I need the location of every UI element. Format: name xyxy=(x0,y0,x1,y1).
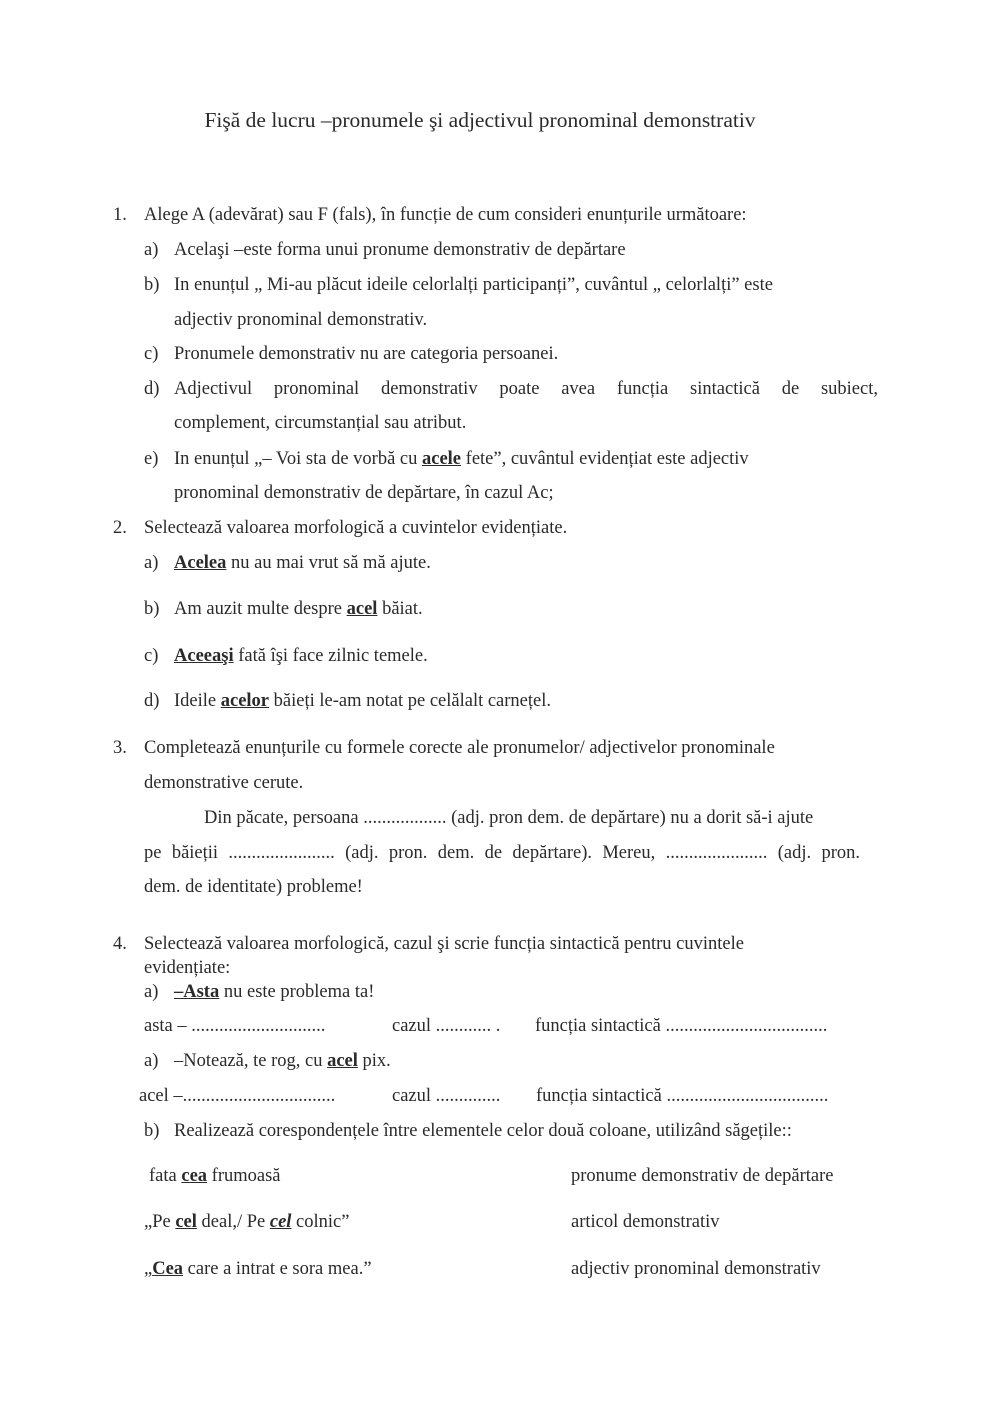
q1a-letter: a) xyxy=(144,240,159,260)
q1d-letter: d) xyxy=(144,379,160,399)
q1c-text: Pronumele demonstrativ nu are categoria persoanei. xyxy=(174,344,559,364)
q4-row1-function: funcția sintactică ................................... xyxy=(535,1016,828,1036)
match-left-2-post: colnic” xyxy=(291,1212,350,1232)
match-left-2-highlight-2: cel xyxy=(269,1212,292,1232)
q2b-post: băiat. xyxy=(377,599,423,619)
q2c-highlight: Aceeaşi xyxy=(174,646,234,666)
match-left-1-highlight: cea xyxy=(181,1166,208,1186)
match-right-1: pronume demonstrativ de depărtare xyxy=(571,1166,834,1186)
q1e-line2: pronominal demonstrativ de depărtare, în cazul Ac; xyxy=(174,483,554,503)
match-left-1-pre: fata xyxy=(149,1166,182,1186)
q3-line4: pe băieții ....................... (adj. pron. dem. de depărtare). Mereu, ...................... (adj. pron. xyxy=(144,843,860,863)
q1a-text: Acelaşi –este forma unui pronume demonstrativ de depărtare xyxy=(174,240,626,260)
q1d-line1: Adjectivul pronominal demonstrativ poate avea funcția sintactică de subiect, xyxy=(174,379,878,399)
q1b-line2: adjectiv pronominal demonstrativ. xyxy=(174,310,428,330)
q1d-line2: complement, circumstanțial sau atribut. xyxy=(174,413,467,433)
match-left-2-mid: deal,/ Pe xyxy=(196,1212,270,1232)
q4a2-text xyxy=(174,1051,391,1072)
q1e-line1 xyxy=(174,449,749,470)
q4a2-post: pix. xyxy=(357,1051,391,1071)
q1b-line1: In enunțul „ Mi-au plăcut ideile celorlalți participanți”, cuvântul „ celorlalți” este xyxy=(174,275,773,295)
q4-row1-case: cazul ............ . xyxy=(392,1016,501,1036)
q1b-letter: b) xyxy=(144,275,160,295)
q2d-text xyxy=(174,691,551,712)
match-left-3-post: care a intrat e sora mea.” xyxy=(183,1259,372,1279)
q4a2-pre: –Notează, te rog, cu xyxy=(174,1051,328,1071)
match-right-3: adjectiv pronominal demonstrativ xyxy=(571,1259,821,1279)
match-left-3-pre: „ xyxy=(144,1259,153,1279)
q1e-pre: In enunțul „– Voi sta de vorbă cu xyxy=(174,449,422,469)
q2c-post: fată îşi face zilnic temele. xyxy=(233,646,428,666)
q4-line2: evidențiate: xyxy=(144,958,231,978)
q1e-highlight: acele xyxy=(422,449,462,469)
q4-row2-word: acel –................................. xyxy=(139,1086,336,1106)
q2d-post: băieți le-am notat pe celălalt carnețel. xyxy=(269,691,552,711)
q4-row1-word: asta – ............................. xyxy=(144,1016,326,1036)
q4-number: 4. xyxy=(113,934,127,954)
q4-row2-function: funcția sintactică ................................... xyxy=(536,1086,829,1106)
match-left-3-highlight: Cea xyxy=(152,1259,184,1279)
q2-number: 2. xyxy=(113,518,127,538)
q2-text: Selectează valoarea morfologică a cuvintelor evidențiate. xyxy=(144,518,568,538)
match-right-2: articol demonstrativ xyxy=(571,1212,720,1232)
q2d-highlight: acelor xyxy=(220,691,270,711)
q4b-text: Realizează corespondențele între elementele celor două coloane, utilizând săgețile:: xyxy=(174,1121,792,1141)
q2b-highlight: acel xyxy=(346,599,378,619)
q2d-letter: d) xyxy=(144,691,160,711)
match-left-2-pre: „Pe xyxy=(144,1212,176,1232)
q1-text: Alege A (adevărat) sau F (fals), în funcție de cum consideri enunțurile următoare: xyxy=(144,205,747,225)
match-left-1-post: frumoasă xyxy=(207,1166,281,1186)
q4-line1: Selectează valoarea morfologică, cazul şi scrie funcția sintactică pentru cuvintele xyxy=(144,934,744,954)
q2c-letter: c) xyxy=(144,646,159,666)
q3-number: 3. xyxy=(113,738,127,758)
q2b-letter: b) xyxy=(144,599,160,619)
match-left-2-highlight: cel xyxy=(175,1212,197,1232)
q3-line3: Din păcate, persoana .................. (adj. pron dem. de depărtare) nu a dorit să-i ajute xyxy=(204,808,814,828)
q4a1-highlight: –Asta xyxy=(174,982,220,1002)
q2a-post: nu au mai vrut să mă ajute. xyxy=(226,553,431,573)
q4a2-highlight: acel xyxy=(327,1051,358,1071)
q3-line2: demonstrative cerute. xyxy=(144,773,304,793)
q2b-text xyxy=(174,599,423,620)
q1-number: 1. xyxy=(113,205,127,225)
q4a2-letter: a) xyxy=(144,1051,159,1071)
q2c-text xyxy=(174,646,428,667)
q4-row2-case: cazul .............. xyxy=(392,1086,501,1106)
match-left-1 xyxy=(149,1166,281,1187)
q1c-letter: c) xyxy=(144,344,159,364)
match-left-3 xyxy=(144,1259,372,1280)
q4b-letter: b) xyxy=(144,1121,160,1141)
q1e-post: fete”, cuvântul evidențiat este adjectiv xyxy=(461,449,749,469)
match-left-2 xyxy=(144,1212,349,1233)
q2a-text xyxy=(174,553,431,574)
q2b-pre: Am auzit multe despre xyxy=(174,599,347,619)
q2a-letter: a) xyxy=(144,553,159,573)
page-title: Fişă de lucru –pronumele şi adjectivul pronominal demonstrativ xyxy=(204,108,756,132)
q3-line5: dem. de identitate) probleme! xyxy=(144,877,363,897)
q3-line1: Completează enunțurile cu formele corecte ale pronumelor/ adjectivelor pronominale xyxy=(144,738,775,758)
q4a1-letter: a) xyxy=(144,982,159,1002)
q4a1-post: nu este problema ta! xyxy=(219,982,375,1002)
q1e-letter: e) xyxy=(144,449,159,469)
q2a-highlight: Acelea xyxy=(174,553,227,573)
q4a1-text xyxy=(174,982,374,1003)
q2d-pre: Ideile xyxy=(174,691,221,711)
